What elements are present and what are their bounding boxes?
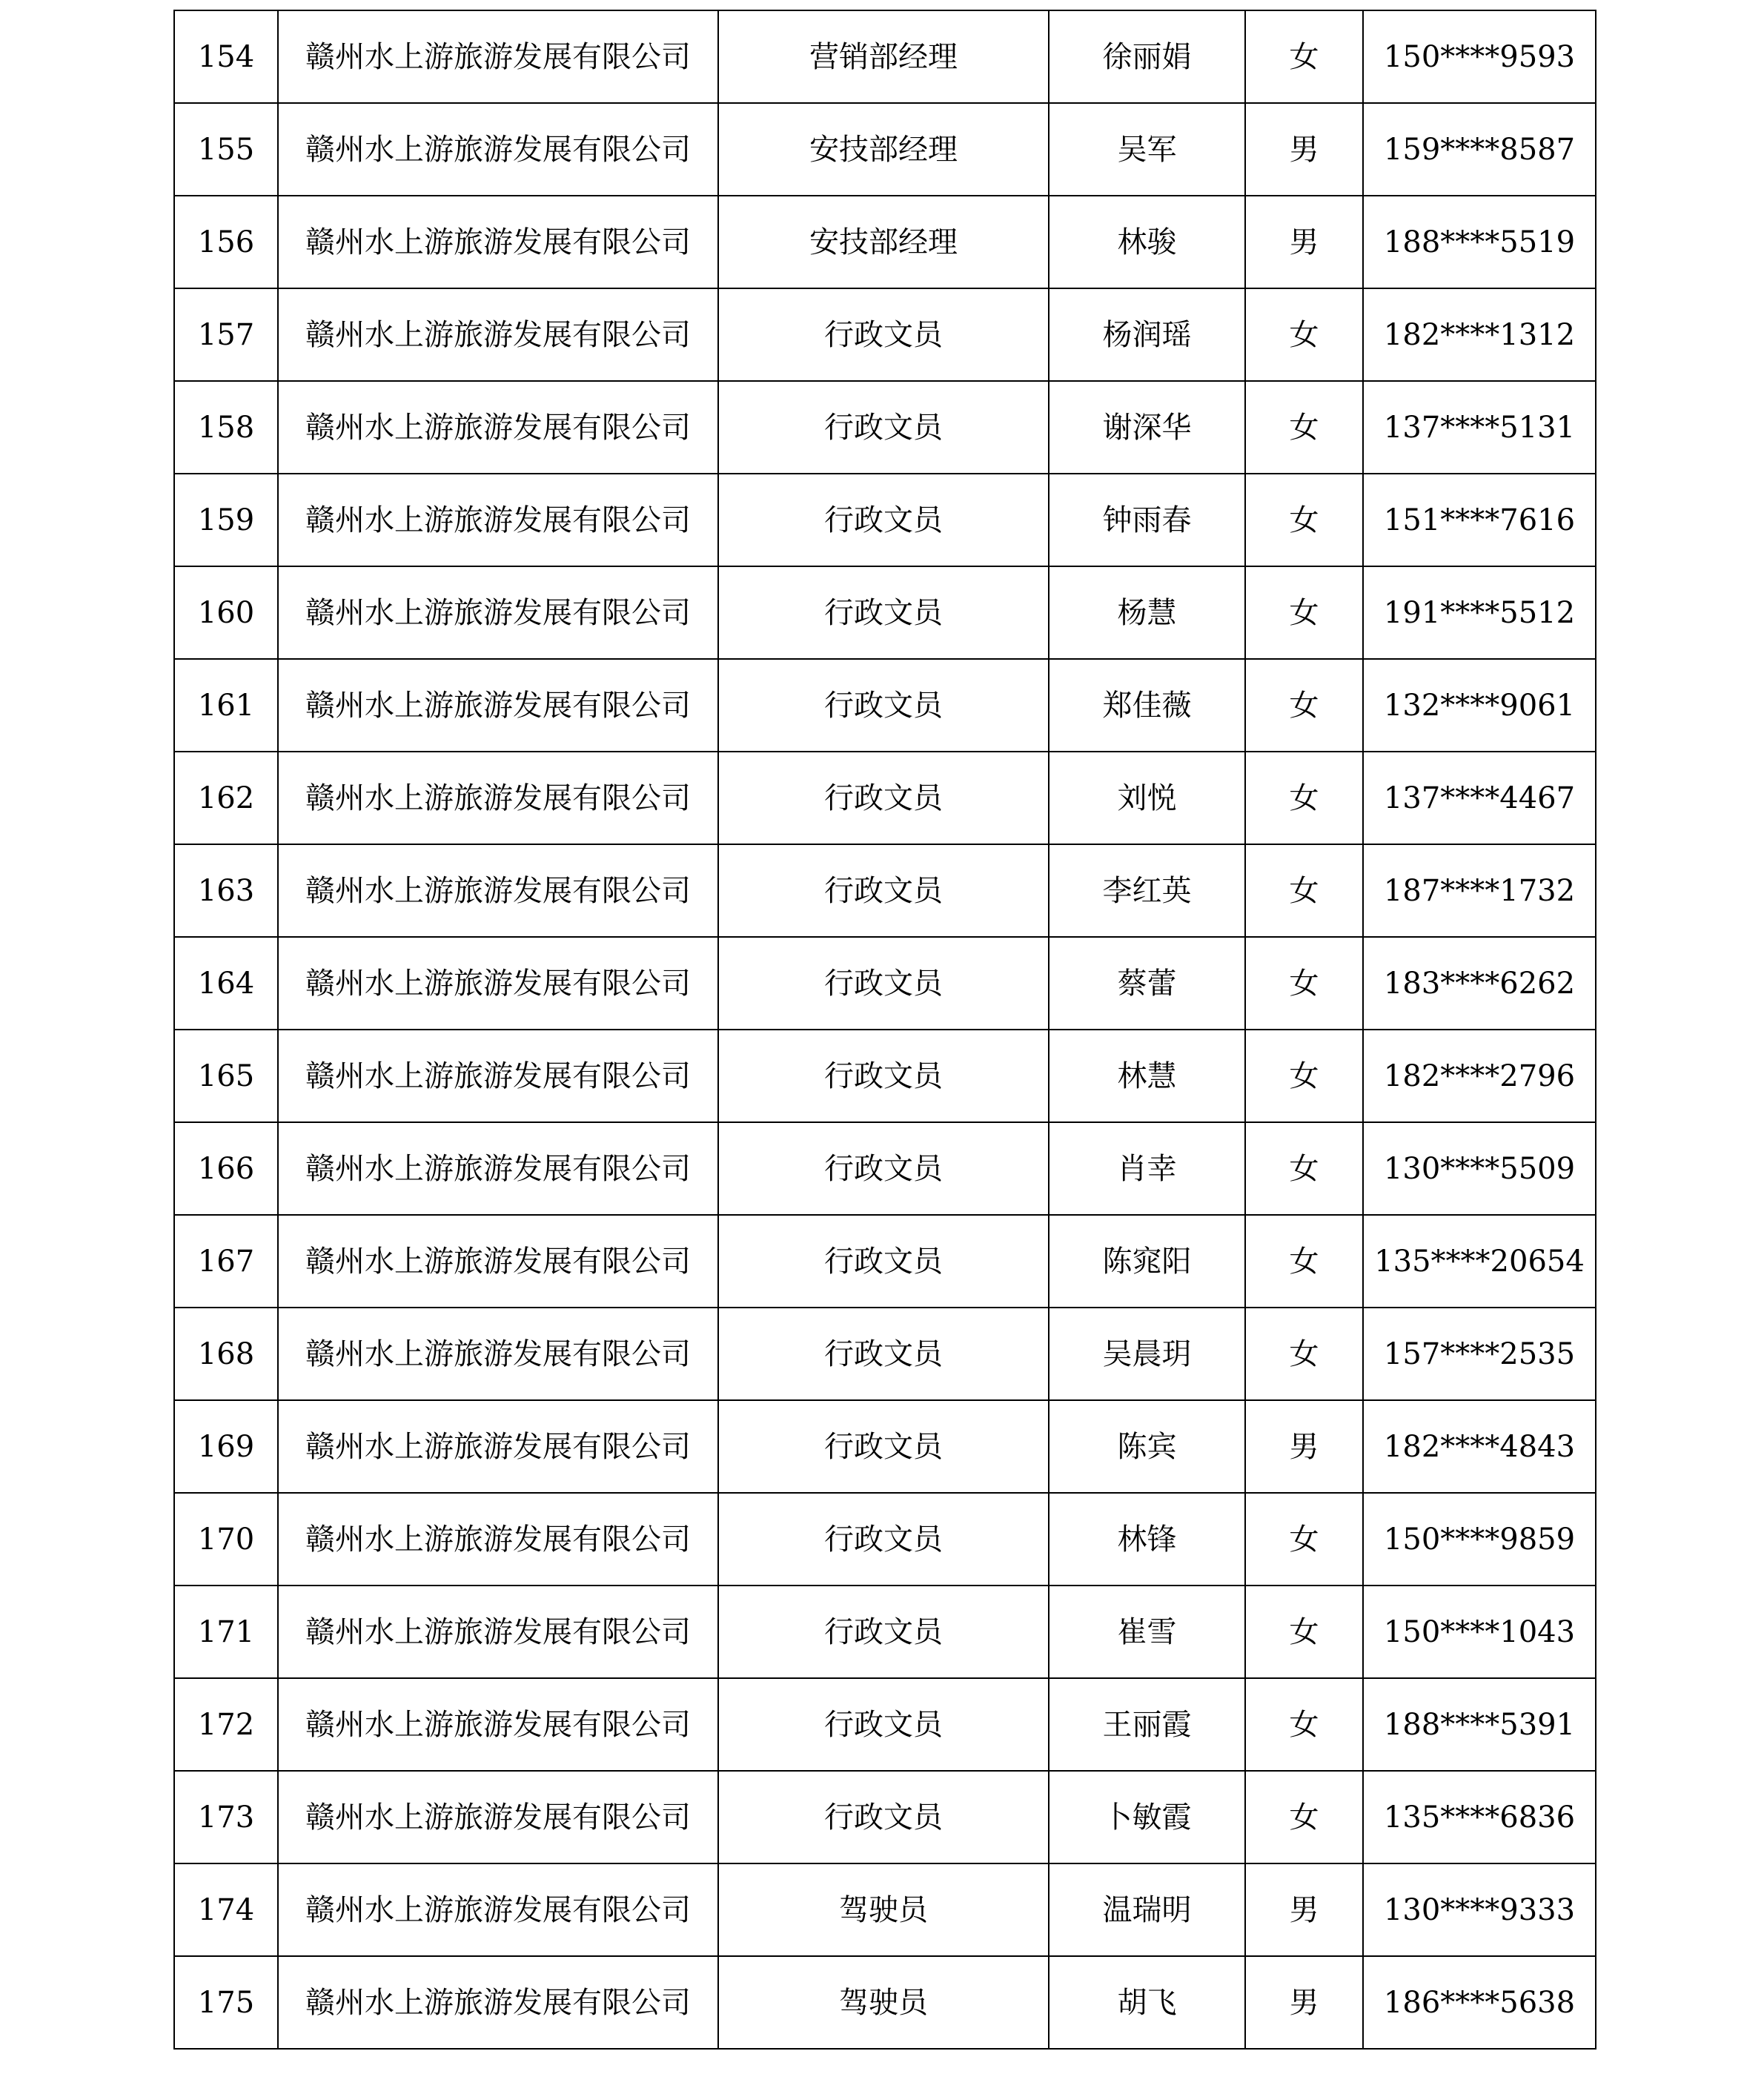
position-cell: 行政文员 (718, 1771, 1049, 1863)
gender-cell: 女 (1245, 844, 1363, 937)
phone-cell: 186****5638 (1363, 1956, 1596, 2049)
name-cell: 郑佳薇 (1049, 659, 1245, 752)
gender-cell: 女 (1245, 1586, 1363, 1678)
phone-cell: 150****9859 (1363, 1493, 1596, 1586)
gender-cell: 女 (1245, 1493, 1363, 1586)
name-cell: 吴晨玥 (1049, 1308, 1245, 1400)
row-number-cell: 167 (174, 1215, 278, 1308)
position-cell: 行政文员 (718, 566, 1049, 659)
table-row (174, 566, 1596, 659)
table-row (174, 1215, 1596, 1308)
position-cell: 行政文员 (718, 1586, 1049, 1678)
name-cell: 钟雨春 (1049, 474, 1245, 566)
position-cell: 行政文员 (718, 844, 1049, 937)
gender-cell: 女 (1245, 474, 1363, 566)
table-row (174, 196, 1596, 288)
row-number-cell: 164 (174, 937, 278, 1030)
phone-cell: 137****5131 (1363, 381, 1596, 474)
gender-cell: 女 (1245, 1308, 1363, 1400)
name-cell: 林骏 (1049, 196, 1245, 288)
name-cell: 崔雪 (1049, 1586, 1245, 1678)
table-row (174, 659, 1596, 752)
name-cell: 王丽霞 (1049, 1678, 1245, 1771)
row-number-cell: 162 (174, 752, 278, 844)
phone-cell: 130****5509 (1363, 1122, 1596, 1215)
table-body (174, 10, 1596, 2049)
position-cell: 行政文员 (718, 1308, 1049, 1400)
phone-cell: 151****7616 (1363, 474, 1596, 566)
gender-cell: 男 (1245, 103, 1363, 196)
table-row (174, 752, 1596, 844)
phone-cell: 157****2535 (1363, 1308, 1596, 1400)
position-cell: 行政文员 (718, 381, 1049, 474)
position-cell: 行政文员 (718, 1678, 1049, 1771)
company-cell: 赣州水上游旅游发展有限公司 (278, 1122, 718, 1215)
gender-cell: 女 (1245, 1771, 1363, 1863)
gender-cell: 女 (1245, 1215, 1363, 1308)
gender-cell: 女 (1245, 1122, 1363, 1215)
gender-cell: 女 (1245, 381, 1363, 474)
name-cell: 林慧 (1049, 1030, 1245, 1122)
company-cell: 赣州水上游旅游发展有限公司 (278, 1215, 718, 1308)
position-cell: 行政文员 (718, 1215, 1049, 1308)
gender-cell: 男 (1245, 1863, 1363, 1956)
position-cell: 驾驶员 (718, 1956, 1049, 2049)
name-cell: 肖幸 (1049, 1122, 1245, 1215)
name-cell: 徐丽娟 (1049, 10, 1245, 103)
position-cell: 行政文员 (718, 288, 1049, 381)
company-cell: 赣州水上游旅游发展有限公司 (278, 752, 718, 844)
table-row (174, 1586, 1596, 1678)
row-number-cell: 172 (174, 1678, 278, 1771)
name-cell: 陈宾 (1049, 1400, 1245, 1493)
gender-cell: 女 (1245, 1678, 1363, 1771)
phone-cell: 182****4843 (1363, 1400, 1596, 1493)
name-cell: 蔡蕾 (1049, 937, 1245, 1030)
position-cell: 行政文员 (718, 1030, 1049, 1122)
company-cell: 赣州水上游旅游发展有限公司 (278, 381, 718, 474)
row-number-cell: 174 (174, 1863, 278, 1956)
position-cell: 行政文员 (718, 659, 1049, 752)
phone-cell: 150****9593 (1363, 10, 1596, 103)
gender-cell: 男 (1245, 196, 1363, 288)
company-cell: 赣州水上游旅游发展有限公司 (278, 288, 718, 381)
position-cell: 驾驶员 (718, 1863, 1049, 1956)
company-cell: 赣州水上游旅游发展有限公司 (278, 196, 718, 288)
table-row (174, 1493, 1596, 1586)
gender-cell: 女 (1245, 937, 1363, 1030)
phone-cell: 137****4467 (1363, 752, 1596, 844)
name-cell: 陈窕阳 (1049, 1215, 1245, 1308)
row-number-cell: 168 (174, 1308, 278, 1400)
phone-cell: 159****8587 (1363, 103, 1596, 196)
name-cell: 谢深华 (1049, 381, 1245, 474)
row-number-cell: 175 (174, 1956, 278, 2049)
position-cell: 行政文员 (718, 1493, 1049, 1586)
table-row (174, 1308, 1596, 1400)
table-row (174, 1956, 1596, 2049)
name-cell: 杨慧 (1049, 566, 1245, 659)
company-cell: 赣州水上游旅游发展有限公司 (278, 659, 718, 752)
table-row (174, 1122, 1596, 1215)
row-number-cell: 170 (174, 1493, 278, 1586)
company-cell: 赣州水上游旅游发展有限公司 (278, 10, 718, 103)
name-cell: 卜敏霞 (1049, 1771, 1245, 1863)
gender-cell: 男 (1245, 1956, 1363, 2049)
phone-cell: 130****9333 (1363, 1863, 1596, 1956)
gender-cell: 女 (1245, 659, 1363, 752)
phone-cell: 187****1732 (1363, 844, 1596, 937)
name-cell: 林锋 (1049, 1493, 1245, 1586)
row-number-cell: 173 (174, 1771, 278, 1863)
table-row (174, 288, 1596, 381)
name-cell: 杨润瑶 (1049, 288, 1245, 381)
gender-cell: 女 (1245, 566, 1363, 659)
company-cell: 赣州水上游旅游发展有限公司 (278, 844, 718, 937)
table-row (174, 1771, 1596, 1863)
phone-cell: 183****6262 (1363, 937, 1596, 1030)
phone-cell: 132****9061 (1363, 659, 1596, 752)
row-number-cell: 157 (174, 288, 278, 381)
name-cell: 吴军 (1049, 103, 1245, 196)
table-row (174, 937, 1596, 1030)
row-number-cell: 155 (174, 103, 278, 196)
company-cell: 赣州水上游旅游发展有限公司 (278, 1863, 718, 1956)
position-cell: 行政文员 (718, 752, 1049, 844)
phone-cell: 135****20654 (1363, 1215, 1596, 1308)
row-number-cell: 158 (174, 381, 278, 474)
company-cell: 赣州水上游旅游发展有限公司 (278, 103, 718, 196)
table-row (174, 1863, 1596, 1956)
table-row (174, 844, 1596, 937)
company-cell: 赣州水上游旅游发展有限公司 (278, 1030, 718, 1122)
staff-table (173, 10, 1596, 2050)
position-cell: 行政文员 (718, 1400, 1049, 1493)
phone-cell: 135****6836 (1363, 1771, 1596, 1863)
position-cell: 营销部经理 (718, 10, 1049, 103)
gender-cell: 女 (1245, 10, 1363, 103)
company-cell: 赣州水上游旅游发展有限公司 (278, 1493, 718, 1586)
row-number-cell: 166 (174, 1122, 278, 1215)
table-row (174, 10, 1596, 103)
phone-cell: 191****5512 (1363, 566, 1596, 659)
name-cell: 李红英 (1049, 844, 1245, 937)
company-cell: 赣州水上游旅游发展有限公司 (278, 1771, 718, 1863)
table-row (174, 381, 1596, 474)
table-row (174, 1678, 1596, 1771)
position-cell: 行政文员 (718, 937, 1049, 1030)
row-number-cell: 160 (174, 566, 278, 659)
phone-cell: 188****5519 (1363, 196, 1596, 288)
company-cell: 赣州水上游旅游发展有限公司 (278, 474, 718, 566)
company-cell: 赣州水上游旅游发展有限公司 (278, 937, 718, 1030)
gender-cell: 女 (1245, 1030, 1363, 1122)
phone-cell: 182****1312 (1363, 288, 1596, 381)
table-row (174, 1400, 1596, 1493)
company-cell: 赣州水上游旅游发展有限公司 (278, 1678, 718, 1771)
row-number-cell: 156 (174, 196, 278, 288)
phone-cell: 182****2796 (1363, 1030, 1596, 1122)
name-cell: 胡飞 (1049, 1956, 1245, 2049)
gender-cell: 男 (1245, 1400, 1363, 1493)
company-cell: 赣州水上游旅游发展有限公司 (278, 1308, 718, 1400)
row-number-cell: 165 (174, 1030, 278, 1122)
phone-cell: 150****1043 (1363, 1586, 1596, 1678)
position-cell: 行政文员 (718, 1122, 1049, 1215)
row-number-cell: 163 (174, 844, 278, 937)
name-cell: 刘悦 (1049, 752, 1245, 844)
phone-cell: 188****5391 (1363, 1678, 1596, 1771)
row-number-cell: 154 (174, 10, 278, 103)
row-number-cell: 161 (174, 659, 278, 752)
gender-cell: 女 (1245, 288, 1363, 381)
company-cell: 赣州水上游旅游发展有限公司 (278, 1400, 718, 1493)
row-number-cell: 171 (174, 1586, 278, 1678)
position-cell: 安技部经理 (718, 196, 1049, 288)
position-cell: 行政文员 (718, 474, 1049, 566)
company-cell: 赣州水上游旅游发展有限公司 (278, 1956, 718, 2049)
company-cell: 赣州水上游旅游发展有限公司 (278, 1586, 718, 1678)
row-number-cell: 169 (174, 1400, 278, 1493)
gender-cell: 女 (1245, 752, 1363, 844)
company-cell: 赣州水上游旅游发展有限公司 (278, 566, 718, 659)
table-row (174, 103, 1596, 196)
row-number-cell: 159 (174, 474, 278, 566)
position-cell: 安技部经理 (718, 103, 1049, 196)
table-row (174, 1030, 1596, 1122)
table-row (174, 474, 1596, 566)
name-cell: 温瑞明 (1049, 1863, 1245, 1956)
